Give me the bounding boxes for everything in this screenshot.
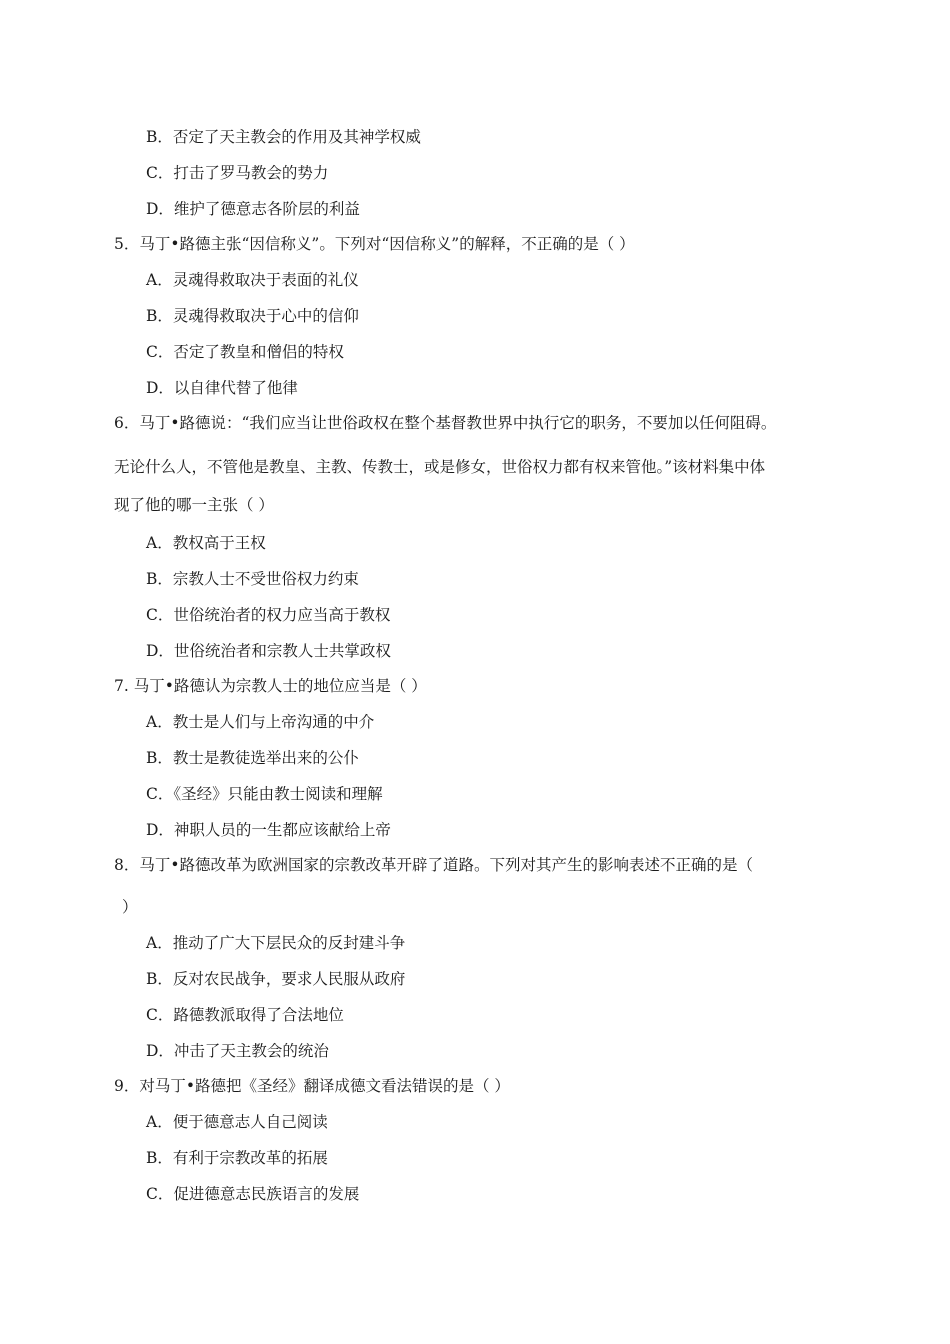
question-6-stem-line-3: 现了他的哪一主张（ ） [114, 496, 274, 514]
question-5-option-d: D．以自律代替了他律 [146, 379, 298, 397]
question-8-option-b: B．反对农民战争，要求人民服从政府 [146, 970, 406, 988]
question-9-option-b: B．有利于宗教改革的拓展 [146, 1149, 328, 1167]
question-7-stem: 7. 马丁•路德认为宗教人士的地位应当是（ ） [114, 677, 427, 695]
question-7-option-a: A．教士是人们与上帝沟通的中介 [146, 713, 375, 731]
question-5-option-b: B．灵魂得救取决于心中的信仰 [146, 307, 359, 325]
question-9-option-a: A．便于德意志人自己阅读 [146, 1113, 328, 1131]
question-8-stem-line-1: 8．马丁•路德改革为欧洲国家的宗教改革开辟了道路。下列对其产生的影响表述不正确的是（ [114, 856, 754, 874]
question-6-option-a: A．教权高于王权 [146, 534, 266, 552]
question-5-option-a: A．灵魂得救取决于表面的礼仪 [146, 271, 359, 289]
question-6-option-c: C．世俗统治者的权力应当高于教权 [146, 606, 391, 624]
question-9-option-c: C．促进德意志民族语言的发展 [146, 1185, 360, 1203]
question-4-option-b: B．否定了天主教会的作用及其神学权威 [146, 128, 421, 146]
question-8-option-c: C．路德教派取得了合法地位 [146, 1006, 344, 1024]
question-6-option-b: B．宗教人士不受世俗权力约束 [146, 570, 359, 588]
question-6-stem-line-1: 6．马丁•路德说：“我们应当让世俗政权在整个基督教世界中执行它的职务，不要加以任何阻碍。 [114, 414, 777, 432]
question-5-stem: 5．马丁•路德主张“因信称义”。下列对“因信称义”的解释，不正确的是（ ） [114, 235, 635, 253]
question-4-option-d: D．维护了德意志各阶层的利益 [146, 200, 360, 218]
question-7-option-b: B．教士是教徒选举出来的公仆 [146, 749, 359, 767]
question-7-option-c: C．《圣经》只能由教士阅读和理解 [146, 785, 383, 803]
question-7-option-d: D．神职人员的一生都应该献给上帝 [146, 821, 391, 839]
question-8-stem-line-2: ） [122, 898, 138, 916]
question-5-option-c: C．否定了教皇和僧侣的特权 [146, 343, 344, 361]
question-8-option-d: D．冲击了天主教会的统治 [146, 1042, 329, 1060]
question-9-stem: 9．对马丁•路德把《圣经》翻译成德文看法错误的是（ ） [114, 1077, 510, 1095]
question-6-stem-line-2: 无论什么人，不管他是教皇、主教、传教士，或是修女，世俗权力都有权来管他。”该材料集中体 [114, 458, 766, 476]
question-8-option-a: A．推动了广大下层民众的反封建斗争 [146, 934, 406, 952]
question-6-option-d: D．世俗统治者和宗教人士共掌政权 [146, 642, 391, 660]
question-4-option-c: C．打击了罗马教会的势力 [146, 164, 329, 182]
